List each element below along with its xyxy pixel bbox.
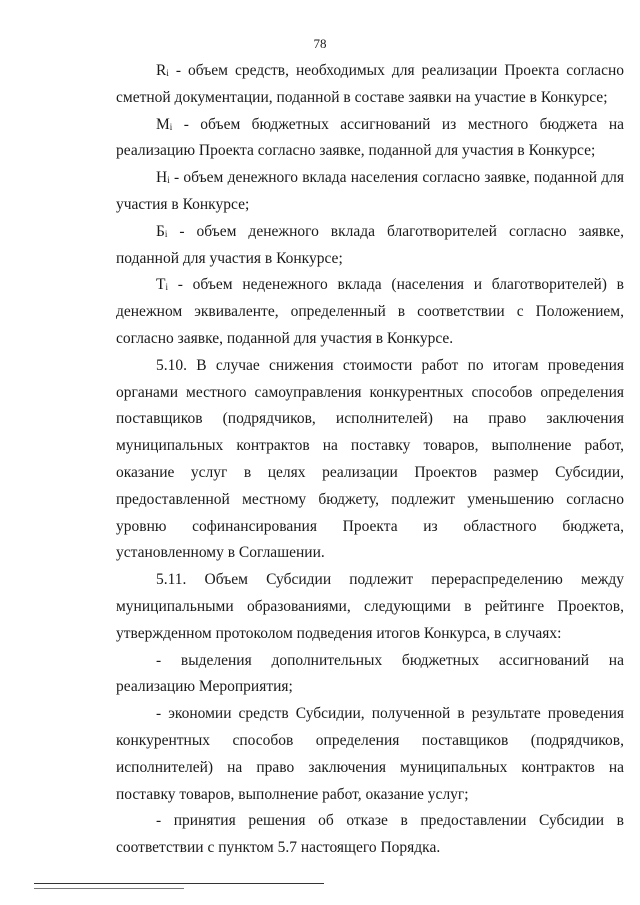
page-number: 78 [313,36,327,51]
paragraph-text: - объем денежного вклада благотворителей согласно заявке, поданной для участия в Конкурсе; [116,222,624,267]
list-item-additional-allocations: - выделения дополнительных бюджетных ассигнований на реализацию Мероприятия; [116,651,624,696]
variable-symbol: M [156,115,170,133]
paragraph-5-10: 5.10. В случае снижения стоимости работ по итогам проведения органами местного самоуправления конкурентных способов определения поставщиков (подрядчиков, исполнителей) на право заключения муниципальных контрактов на поставку товаров, выполнение работ, оказание услуг в целях реализации Проектов размер Субсидии, предоставленной местному бюджету, подлежит уменьшению согласно уровню софинансирования Проекта из областного бюджета, установленному в Соглашении. [116,356,624,562]
variable-subscript: i [166,68,169,78]
variable-symbol: Б [156,222,165,240]
paragraph-t-definition [116,272,624,352]
variable-subscript: i [169,121,173,132]
list-item-refusal-decision: - принятия решения об отказе в предоставлении Субсидии в соответствии с пунктом 5.7 настоящего Порядка. [116,812,624,857]
footer-divider [34,883,324,884]
paragraph-n-definition [116,165,624,219]
paragraph-5-11: 5.11. Объем Субсидии подлежит перераспределению между муниципальными образованиями, следующими в рейтинге Проектов, утвержденном протоколом подведения итогов Конкурса, в случаях: [116,571,624,642]
list-item-subsidy-savings: - экономии средств Субсидии, полученной в результате проведения конкурентных способов определения поставщиков (подрядчиков, исполнителей) на право заключения муниципальных контрактов на поставку товаров, выполнение работ, оказание услуг; [116,705,624,803]
paragraph-b-definition [116,219,624,273]
variable-subscript: i [167,175,170,186]
paragraph-text: - объем бюджетных ассигнований из местного бюджета на реализацию Проекта согласно заявке, поданной для участия в Конкурсе; [116,115,624,160]
paragraph-m-definition [116,112,624,166]
footer-divider-secondary [34,888,184,889]
variable-symbol: Т [156,276,166,294]
paragraph-text: - объем денежного вклада населения согласно заявке, поданной для участия в Конкурсе; [116,169,624,213]
paragraph-text: - объем средств, необходимых для реализации Проекта согласно сметной документации, поданной в составе заявки на участие в Конкурсе; [116,62,624,106]
variable-symbol: R [156,62,167,79]
variable-subscript: i [164,228,168,239]
variable-symbol: Н [156,169,168,187]
paragraph-text: - объем неденежного вклада (населения и благотворителей) в денежном эквиваленте, определенный в соответствии с Положением, согласно заявке, поданной для участия в Конкурсе. [116,276,624,347]
document-body [116,58,624,862]
paragraph-r-definition [116,58,624,112]
variable-subscript: i [165,282,168,293]
